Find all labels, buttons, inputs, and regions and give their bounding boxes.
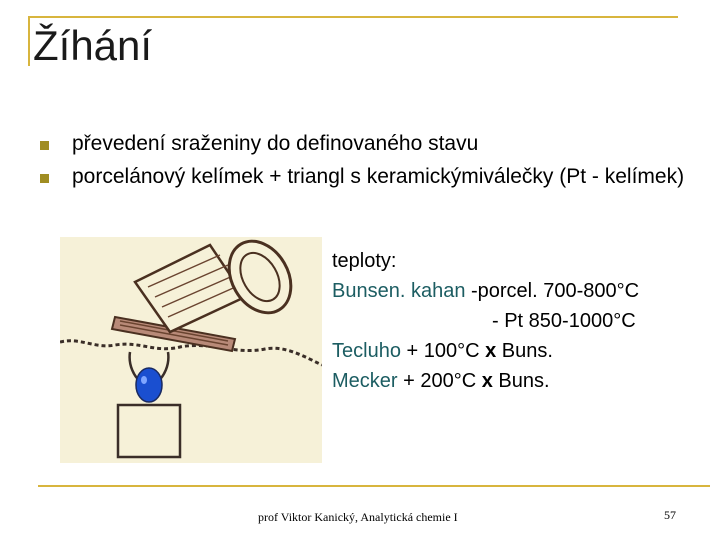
- square-bullet-icon: [40, 141, 49, 150]
- mecker-line: [332, 366, 639, 396]
- left-rule: [28, 16, 30, 66]
- teclu-label: Tecluho: [332, 340, 401, 362]
- mecker-value: + 200°C: [397, 370, 482, 392]
- temperature-heading: teploty:: [332, 250, 397, 272]
- teclu-line: [332, 336, 639, 366]
- footer-author: prof Viktor Kanický, Analytická chemie I: [258, 510, 458, 524]
- temperature-notes: [332, 246, 639, 396]
- bullet-item: [40, 130, 720, 158]
- bottom-rule: [38, 485, 710, 487]
- page-title: Žíhání: [33, 22, 153, 69]
- platinum-line: - Pt 850-1000°C: [492, 310, 636, 332]
- page-number: 57: [664, 508, 676, 522]
- teclu-suffix: Buns.: [496, 340, 553, 362]
- flame-highlight: [141, 376, 147, 384]
- bunsen-line: [332, 276, 639, 306]
- square-bullet-icon: [40, 174, 49, 183]
- bullet-item: [40, 163, 720, 191]
- mecker-label: Mecker: [332, 370, 398, 392]
- burner-base: [118, 405, 180, 457]
- mecker-suffix: Buns.: [492, 370, 550, 392]
- bunsen-label: Bunsen. kahan: [332, 280, 466, 302]
- teclu-x: x: [485, 340, 497, 362]
- bullet-list: [40, 130, 720, 196]
- bunsen-value: -porcel. 700-800°C: [465, 280, 640, 302]
- crucible-in-triangle-over-burner-icon: [60, 237, 322, 463]
- burner-flame: [136, 368, 162, 402]
- bullet-text: převedení sraženiny do definovaného stavu: [72, 132, 479, 155]
- mecker-x: x: [481, 370, 493, 392]
- teclu-value: + 100°C: [400, 340, 486, 362]
- top-rule: [28, 16, 678, 18]
- bullet-text: porcelánový kelímek + triangl s keramickýmiválečky (Pt - kelímek): [72, 165, 685, 188]
